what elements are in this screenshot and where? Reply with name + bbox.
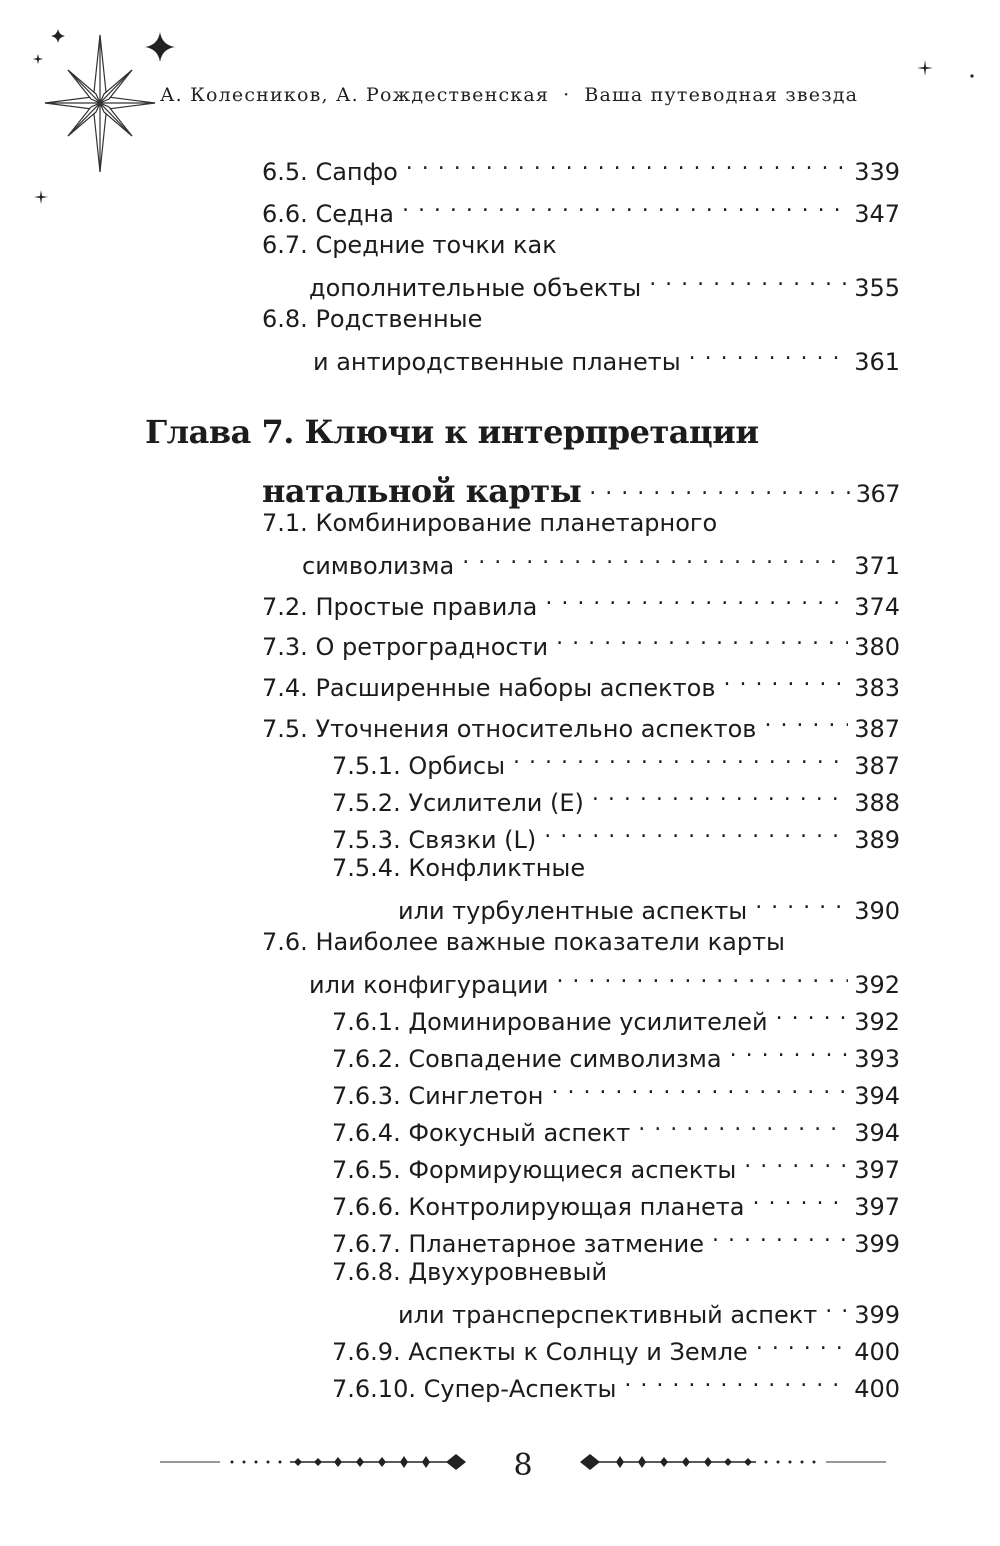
toc-subentry bbox=[332, 1363, 900, 1403]
entry-number: 6.7. bbox=[262, 231, 308, 259]
entry-title: О ретроградности bbox=[315, 633, 549, 661]
entry-title: Средние точки как bbox=[315, 231, 557, 259]
toc-subentry bbox=[332, 777, 900, 817]
entry-page: 347 bbox=[854, 200, 900, 228]
entry-title-continued: символизма bbox=[302, 552, 455, 580]
entry-page: 389 bbox=[854, 826, 900, 854]
dot-leader bbox=[544, 814, 848, 848]
toc-subentry bbox=[332, 1070, 900, 1110]
dot-leader bbox=[513, 740, 848, 774]
toc-entry bbox=[262, 581, 900, 621]
toc-subentry bbox=[332, 814, 900, 854]
toc-entry bbox=[262, 228, 900, 302]
entry-title: Синглетон bbox=[408, 1082, 544, 1110]
entry-page: 383 bbox=[854, 674, 900, 702]
entry-number: 7.6. bbox=[262, 928, 308, 956]
toc-subentry bbox=[332, 1107, 900, 1147]
entry-number: 7.6.6. bbox=[332, 1193, 401, 1221]
entry-title: Уточнения относительно аспектов bbox=[315, 715, 757, 743]
entry-page: 400 bbox=[854, 1338, 900, 1366]
chapter-title: Ключи к интерпретации bbox=[304, 413, 759, 451]
dot-leader bbox=[723, 662, 848, 696]
toc-subentry bbox=[332, 851, 900, 925]
entry-number: 7.6.4. bbox=[332, 1119, 401, 1147]
entry-title: Седна bbox=[315, 200, 394, 228]
dot-leader bbox=[402, 188, 848, 222]
dot-leader bbox=[712, 1218, 848, 1252]
entry-title: Родственные bbox=[315, 305, 483, 333]
entry-page: 392 bbox=[854, 971, 900, 999]
dot-leader bbox=[624, 1363, 848, 1397]
entry-title: Формирующиеся аспекты bbox=[408, 1156, 737, 1184]
dot-leader bbox=[406, 146, 848, 180]
entry-number: 7.6.9. bbox=[332, 1338, 401, 1366]
header-authors: А. Колесников, А. Рождественская bbox=[160, 84, 550, 106]
entry-page: 390 bbox=[854, 897, 900, 925]
entry-title: Комбинирование планетарного bbox=[315, 509, 718, 537]
dot-leader bbox=[764, 703, 848, 737]
toc-subentry bbox=[332, 1033, 900, 1073]
entry-page: 394 bbox=[854, 1119, 900, 1147]
dot-leader bbox=[638, 1107, 848, 1141]
entry-number: 7.1. bbox=[262, 509, 308, 537]
header-book-title: Ваша путеводная звезда bbox=[584, 84, 859, 106]
dot-leader bbox=[756, 1326, 848, 1360]
dot-leader bbox=[776, 996, 849, 1030]
dot-leader bbox=[689, 336, 849, 370]
entry-title: Расширенные наборы аспектов bbox=[315, 674, 716, 702]
chapter-heading bbox=[145, 412, 900, 510]
toc-subentry bbox=[332, 996, 900, 1036]
entry-title: Сапфо bbox=[315, 158, 398, 186]
toc-subentry bbox=[332, 1326, 900, 1366]
entry-number: 7.6.1. bbox=[332, 1008, 401, 1036]
entry-number: 7.6.10. bbox=[332, 1375, 416, 1403]
entry-title-continued: или конфигурации bbox=[309, 971, 549, 999]
entry-number: 7.5.1. bbox=[332, 752, 401, 780]
entry-page: 361 bbox=[854, 348, 900, 376]
chapter-page: 367 bbox=[855, 480, 900, 508]
entry-page: 397 bbox=[854, 1193, 900, 1221]
toc-subentry bbox=[332, 1218, 900, 1258]
entry-page: 392 bbox=[854, 1008, 900, 1036]
entry-page: 399 bbox=[854, 1301, 900, 1329]
chapter-title-continued: натальной карты bbox=[262, 472, 582, 510]
entry-page: 388 bbox=[854, 789, 900, 817]
entry-title: Орбисы bbox=[408, 752, 506, 780]
entry-title-continued: или турбулентные аспекты bbox=[398, 897, 748, 925]
entry-number: 7.6.3. bbox=[332, 1082, 401, 1110]
entry-number: 7.4. bbox=[262, 674, 308, 702]
toc-entry bbox=[262, 302, 900, 376]
dot-leader bbox=[589, 468, 849, 502]
entry-number: 7.5.4. bbox=[332, 854, 401, 882]
entry-page: 339 bbox=[854, 158, 900, 186]
entry-number: 7.6.2. bbox=[332, 1045, 401, 1073]
entry-number: 7.2. bbox=[262, 593, 308, 621]
entry-title: Простые правила bbox=[315, 593, 538, 621]
dot-leader bbox=[649, 262, 848, 296]
entry-title: Планетарное затмение bbox=[408, 1230, 704, 1258]
entry-title: Наиболее важные показатели карты bbox=[315, 928, 786, 956]
dot-leader bbox=[753, 1181, 849, 1215]
footer-ornament-right-icon bbox=[576, 1452, 886, 1472]
toc-entry bbox=[262, 662, 900, 702]
entry-title: Доминирование усилителей bbox=[408, 1008, 768, 1036]
entry-page: 371 bbox=[854, 552, 900, 580]
entry-page: 399 bbox=[854, 1230, 900, 1258]
entry-number: 7.5. bbox=[262, 715, 308, 743]
entry-title-continued: или трансперспективный аспект bbox=[398, 1301, 818, 1329]
dot-leader bbox=[825, 1289, 848, 1323]
entry-title: Контролирующая планета bbox=[408, 1193, 745, 1221]
entry-number: 7.6.8. bbox=[332, 1258, 401, 1286]
entry-title: Связки (L) bbox=[408, 826, 537, 854]
entry-page: 400 bbox=[854, 1375, 900, 1403]
dot-leader bbox=[545, 581, 848, 615]
entry-title: Аспекты к Солнцу и Земле bbox=[408, 1338, 748, 1366]
entry-number: 7.6.7. bbox=[332, 1230, 401, 1258]
entry-title: Конфликтные bbox=[408, 854, 586, 882]
entry-number: 6.5. bbox=[262, 158, 308, 186]
toc-subentry bbox=[332, 1144, 900, 1184]
dot-leader bbox=[592, 777, 848, 811]
entry-number: 6.6. bbox=[262, 200, 308, 228]
entry-number: 7.6.5. bbox=[332, 1156, 401, 1184]
entry-title-continued: и антиродственные планеты bbox=[313, 348, 681, 376]
toc-subentry bbox=[332, 740, 900, 780]
dot-leader bbox=[556, 959, 848, 993]
dot-leader bbox=[462, 540, 848, 574]
header-separator: · bbox=[563, 84, 571, 106]
entry-page: 387 bbox=[854, 715, 900, 743]
dot-leader bbox=[744, 1144, 848, 1178]
toc-entry bbox=[262, 703, 900, 743]
toc-entry bbox=[262, 146, 900, 186]
entry-page: 394 bbox=[854, 1082, 900, 1110]
toc-subentry bbox=[332, 1255, 900, 1329]
dot-leader bbox=[551, 1070, 848, 1104]
toc-entry bbox=[262, 506, 900, 580]
dot-leader bbox=[730, 1033, 849, 1067]
footer-ornament-left-icon bbox=[160, 1452, 470, 1472]
toc-entry bbox=[262, 621, 900, 661]
entry-page: 374 bbox=[854, 593, 900, 621]
toc-entry bbox=[262, 188, 900, 228]
entry-title: Фокусный аспект bbox=[408, 1119, 631, 1147]
toc-subentry bbox=[332, 1181, 900, 1221]
entry-page: 355 bbox=[854, 274, 900, 302]
entry-number: 7.3. bbox=[262, 633, 308, 661]
entry-page: 387 bbox=[854, 752, 900, 780]
dot-leader bbox=[755, 885, 848, 919]
entry-title-continued: дополнительные объекты bbox=[309, 274, 642, 302]
entry-page: 380 bbox=[854, 633, 900, 661]
entry-title: Усилители (E) bbox=[408, 789, 584, 817]
dot-leader bbox=[556, 621, 848, 655]
entry-page: 397 bbox=[854, 1156, 900, 1184]
entry-title: Супер-Аспекты bbox=[423, 1375, 617, 1403]
entry-number: 7.5.2. bbox=[332, 789, 401, 817]
toc-entry bbox=[262, 925, 900, 999]
entry-title: Двухуровневый bbox=[408, 1258, 608, 1286]
entry-title: Совпадение символизма bbox=[408, 1045, 722, 1073]
entry-number: 6.8. bbox=[262, 305, 308, 333]
chapter-label: Глава 7. bbox=[145, 413, 294, 451]
entry-page: 393 bbox=[854, 1045, 900, 1073]
page-number: 8 bbox=[513, 1448, 533, 1483]
entry-number: 7.5.3. bbox=[332, 826, 401, 854]
